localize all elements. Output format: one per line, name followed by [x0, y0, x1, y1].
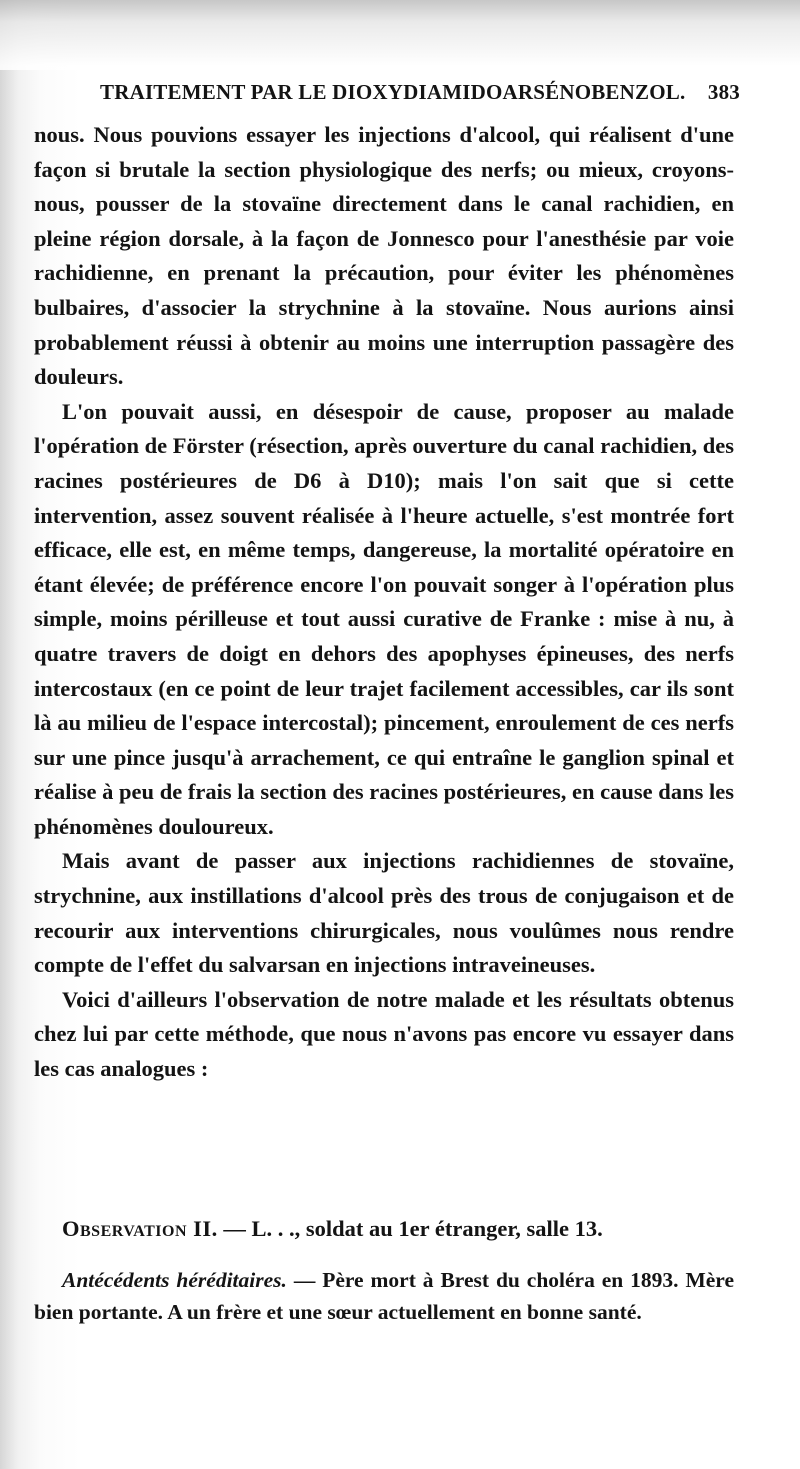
paragraph-2: L'on pouvait aussi, en désespoir de cause, proposer au malade l'opération de Förster (résection, après ouverture du canal rachidien, des racines postérieures de D6 à D10); mais l'on sait que si cette intervention, assez souvent réalisée à l'heure actuelle, s'est montrée fort efficace, elle est, en même temps, dangereuse, la mortalité opératoire en étant élevée; de préférence encore l'on pouvait songer à l'opération plus simple, moins périlleuse et tout aussi curative de Franke : mise à nu, à quatre travers de doigt en dehors des apophyses épineuses, des nerfs intercostaux (en ce point de leur trajet facilement accessibles, car ils sont là au milieu de l'espace intercostal); pincement, enroulement de ces nerfs sur une pince jusqu'à arrachement, ce qui entraîne le ganglion spinal et réalise à peu de frais la section des racines postérieures, en cause dans les phénomènes douloureux. [34, 398, 734, 839]
antecedents-label: Antécédents héréditaires. [62, 1268, 287, 1292]
antecedents-text: — Père mort à Brest du choléra en 1893. Mère bien portante. A un frère et une sœur actuellement en bonne santé. [34, 1268, 734, 1324]
main-text [34, 118, 734, 1087]
observation-label: Observation II. [62, 1216, 218, 1241]
paragraph-4: Voici d'ailleurs l'observation de notre malade et les résultats obtenus chez lui par cette méthode, que nous n'avons pas encore vu essayer dans les cas analogues : [34, 986, 734, 1082]
antecedents-paragraph [34, 1264, 734, 1328]
paragraph-3: Mais avant de passer aux injections rachidiennes de stovaïne, strychnine, aux instillations d'alcool près des trous de conjugaison et de recourir aux interventions chirurgicales, nous voulûmes nous rendre compte de l'effet du salvarsan en injections intraveineuses. [34, 848, 734, 978]
running-header [100, 80, 740, 105]
paragraph-1: nous. Nous pouvions essayer les injections d'alcool, qui réalisent d'une façon si brutale la section physiologique des nerfs; ou mieux, croyons-nous, pousser de la stovaïne directement dans le canal rachidien, en pleine région dorsale, à la façon de Jonnesco pour l'anesthésie par voie rachidienne, en prenant la précaution, pour éviter les phénomènes bulbaires, d'associer la strychnine à la stovaïne. Nous aurions ainsi probablement réussi à obtenir au moins une interruption passagère des douleurs. [34, 122, 734, 390]
observation-heading [62, 1212, 732, 1246]
page-top-shadow [0, 0, 800, 70]
observation-text: — L. . ., soldat au 1er étranger, salle 13. [223, 1216, 603, 1241]
running-title: TRAITEMENT PAR LE DIOXYDIAMIDOARSÉNOBENZOL. [100, 80, 686, 104]
page-number: 383 [707, 80, 740, 104]
